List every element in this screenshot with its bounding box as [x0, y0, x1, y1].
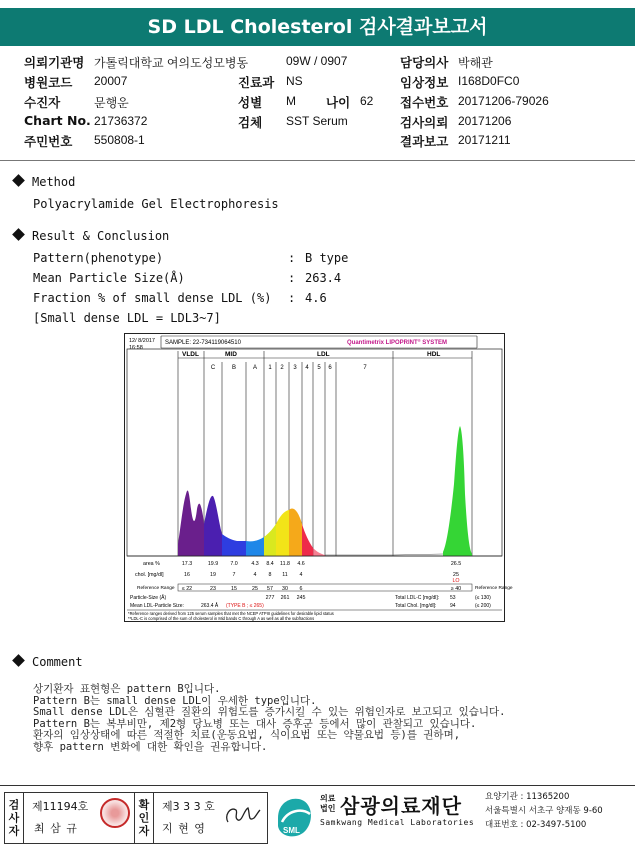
band-7: 7 — [363, 365, 367, 371]
chol-3: 4 — [299, 572, 303, 578]
comment-line: Pattern B는 복부비만, 제2형 당뇨병 또는 대사 증후군 등에서 많이 관찰되고 있습니다. — [33, 717, 477, 730]
id-label: 주민번호 — [24, 134, 73, 149]
chol-1: 8 — [268, 572, 272, 578]
trace-band-4 — [302, 524, 313, 556]
method-heading: Method — [14, 175, 75, 189]
trace-vldl — [178, 490, 204, 556]
area-1: 8.4 — [266, 561, 274, 567]
trace-band-b — [222, 534, 246, 556]
area-label: area % — [143, 561, 160, 567]
chol-b: 7 — [232, 572, 236, 578]
trace-band-3 — [289, 509, 302, 556]
trace-band-1 — [264, 524, 276, 556]
report-title: SD LDL Cholesterol 검사결과보고서 — [0, 8, 635, 46]
area-hdl: 26.5 — [450, 561, 462, 567]
area-vldl: 17.3 — [181, 561, 193, 567]
sml-logo-icon — [272, 792, 316, 844]
clinical-label: 임상정보 — [400, 75, 449, 90]
tester-no: 제11194호 — [32, 800, 89, 813]
tester-name: 최 삼 규 — [34, 822, 78, 835]
patient-label: 수진자 — [24, 95, 61, 110]
comment-line: 향후 pattern 변화에 대한 확인을 권유합니다. — [33, 740, 268, 753]
total-ldl-value: 53 — [450, 595, 456, 601]
footnote-1: *Reference ranges derived from 125 serum samples that met the NCEP ATPIII guidelines for desirable lipid status — [128, 611, 334, 616]
ref-label-right: Reference Range — [475, 586, 513, 591]
org-name: 삼광의료재단 — [340, 794, 462, 818]
dept-value: NS — [286, 74, 303, 88]
chart-no-label: Chart No. — [24, 113, 91, 128]
total-chol-ref: (≤ 200) — [475, 603, 491, 609]
region-hdl: HDL — [427, 351, 441, 358]
band-1: 1 — [268, 365, 272, 371]
particle-3: 245 — [296, 595, 306, 601]
tester-label: 검사자 — [4, 792, 24, 844]
chol-c: 19 — [210, 572, 216, 578]
patient-value: 문행운 — [94, 96, 129, 110]
trace-band-c — [204, 496, 222, 556]
report-date-value: 20171211 — [458, 133, 511, 147]
ref-hdl: ≥ 40 — [450, 586, 462, 592]
ref-b: 15 — [231, 586, 237, 592]
header-divider — [0, 160, 635, 161]
comment-line: Small dense LDL은 심혈관 질환의 위험도를 증가시킬 수 있는 위험인자로 보고되고 있습니다. — [33, 706, 506, 718]
doctor-label: 담당의사 — [400, 55, 449, 70]
comment-line: 상기환자 표현형은 pattern B입니다. — [33, 683, 221, 695]
confirmer-name: 지 현 영 — [162, 822, 206, 835]
size-label: Mean Particle Size(Å) — [33, 271, 185, 285]
confirmer-no: 제3 3 3 호 — [162, 800, 215, 813]
band-c: C — [210, 365, 216, 371]
receipt-label: 접수번호 — [400, 95, 449, 110]
area-3: 4.6 — [297, 561, 305, 567]
comment-line: Pattern B는 small dense LDL이 우세한 type입니다. — [33, 694, 317, 707]
pattern-label: Pattern(phenotype) — [33, 251, 164, 265]
org-prefix: 의료 법인 — [320, 794, 336, 813]
diamond-bullet-icon — [12, 654, 25, 667]
band-2: 2 — [280, 365, 284, 371]
size-value: 263.4 — [305, 271, 342, 285]
trace-hdl — [443, 426, 472, 556]
trace-band-2 — [276, 510, 289, 556]
area-b: 7.0 — [230, 561, 238, 567]
footnote-2: **LDL-C is comprised of the sum of cholesterol in Mid bands C through A as well as all the subfractions — [128, 616, 315, 621]
chol-2: 11 — [282, 572, 288, 578]
size-sep: : — [288, 271, 296, 285]
org-phone: 대표번호 : 02-3497-5100 — [485, 820, 587, 830]
total-chol-label: Total Chol. [mg/dl]: — [395, 603, 437, 609]
tester-seal-icon — [100, 798, 130, 828]
band-4: 4 — [305, 365, 309, 371]
mean-label: Mean LDL-Particle Size: — [130, 603, 184, 609]
ref-a: 25 — [252, 586, 258, 592]
signature-icon — [222, 800, 262, 830]
comment-heading: Comment — [14, 655, 83, 669]
code-value: 20007 — [94, 74, 128, 88]
chol-a: 4 — [253, 572, 257, 578]
particle-label: Particle-Size (Å) — [130, 595, 167, 601]
sex-value: M — [286, 94, 296, 108]
inst-code: 요양기관 : 11365200 — [485, 792, 570, 802]
ward-value: 09W / 0907 — [286, 54, 348, 68]
trace-band-a — [246, 537, 264, 556]
diamond-bullet-icon — [12, 228, 25, 241]
id-value: 550808-1 — [94, 133, 145, 147]
ref-vldl: ≤ 22 — [181, 586, 193, 592]
age-value: 62 — [360, 94, 374, 108]
receipt-value: 20171206-79026 — [458, 94, 549, 108]
org-english-name: Samkwang Medical Laboratories — [320, 818, 475, 827]
band-5: 5 — [317, 365, 321, 371]
chol-label: chol. [mg/dl] — [135, 572, 164, 578]
particle-2: 261 — [280, 595, 290, 601]
report-date-label: 결과보고 — [400, 134, 449, 149]
ref-2: 30 — [282, 586, 288, 592]
report-footer — [0, 785, 635, 851]
clinical-value: I168D0FC0 — [458, 74, 520, 88]
band-a: A — [252, 365, 258, 371]
band-6: 6 — [328, 365, 332, 371]
hospital-value: 가톨릭대학교 여의도성모병동 — [94, 56, 249, 70]
chart-brand: Quantimetrix LIPOPRINT® SYSTEM — [347, 338, 447, 346]
comment-text — [33, 684, 505, 753]
region-vldl: VLDL — [182, 351, 199, 358]
result-heading: Result & Conclusion — [14, 229, 169, 243]
total-ldl-ref: (≤ 130) — [475, 595, 491, 601]
fraction-value: 4.6 — [305, 291, 327, 305]
mean-value: 263.4 Å — [201, 603, 219, 609]
trace-band-5 — [313, 548, 325, 556]
band-3: 3 — [293, 365, 297, 371]
ref-c: 23 — [210, 586, 216, 592]
specimen-value: SST Serum — [286, 114, 348, 128]
org-address: 서울특별시 서초구 양재동 9-60 — [485, 806, 603, 816]
chart-date: 12/ 8/2017 — [129, 338, 155, 344]
region-mid: MID — [225, 351, 237, 358]
chol-flag: LO — [452, 578, 460, 584]
total-chol-value: 94 — [450, 603, 456, 609]
doctor-value: 박해관 — [458, 56, 493, 70]
chol-hdl: 25 — [453, 572, 459, 578]
chart-table — [127, 561, 513, 621]
lipoprint-chart — [124, 333, 513, 622]
total-ldl-label: Total LDL-C [mg/dl]: — [395, 595, 440, 601]
comment-line: 환자의 임상상태에 따른 적절한 치료(운동요법, 식이요법 또는 약물요법 등)를 권하며, — [33, 729, 461, 741]
particle-1: 277 — [265, 595, 275, 601]
area-2: 11.8 — [280, 561, 290, 567]
pattern-sep: : — [288, 251, 296, 265]
method-text: Polyacrylamide Gel Electrophoresis — [33, 197, 279, 211]
specimen-label: 검체 — [238, 115, 263, 130]
area-a: 4.3 — [251, 561, 259, 567]
chart-no-value: 21736372 — [94, 114, 148, 128]
dept-label: 진료과 — [238, 75, 275, 90]
mean-type: (TYPE B ; ≤ 265) — [226, 603, 264, 609]
band-b: B — [231, 365, 237, 371]
request-value: 20171206 — [458, 114, 512, 128]
age-label: 나이 — [326, 95, 351, 110]
confirmer-label: 확인자 — [134, 792, 154, 844]
svg-text:SML: SML — [283, 826, 300, 835]
diamond-bullet-icon — [12, 174, 25, 187]
region-ldl: LDL — [317, 351, 330, 358]
lipoprint-svg — [125, 334, 513, 621]
org-contact — [485, 790, 603, 832]
request-label: 검사의뢰 — [400, 115, 449, 130]
sdldl-note: [Small dense LDL = LDL3~7] — [33, 311, 221, 325]
ref-3: 6 — [299, 586, 303, 592]
fraction-label: Fraction % of small dense LDL (%) — [33, 291, 272, 305]
hospital-label: 의뢰기관명 — [24, 55, 85, 70]
chart-sample: SAMPLE: 22-734119064510 — [165, 340, 241, 346]
band-lines — [178, 351, 472, 556]
fraction-sep: : — [288, 291, 296, 305]
chol-vldl: 16 — [184, 572, 190, 578]
pattern-value: B type — [305, 251, 349, 265]
sex-label: 성별 — [238, 95, 263, 110]
trace-baseline — [325, 554, 443, 555]
ref-label: Reference Range — [137, 586, 175, 591]
ref-1: 57 — [267, 586, 273, 592]
area-c: 19.9 — [207, 561, 219, 567]
chart-time: 16:58 — [129, 345, 143, 351]
code-label: 병원코드 — [24, 75, 73, 90]
